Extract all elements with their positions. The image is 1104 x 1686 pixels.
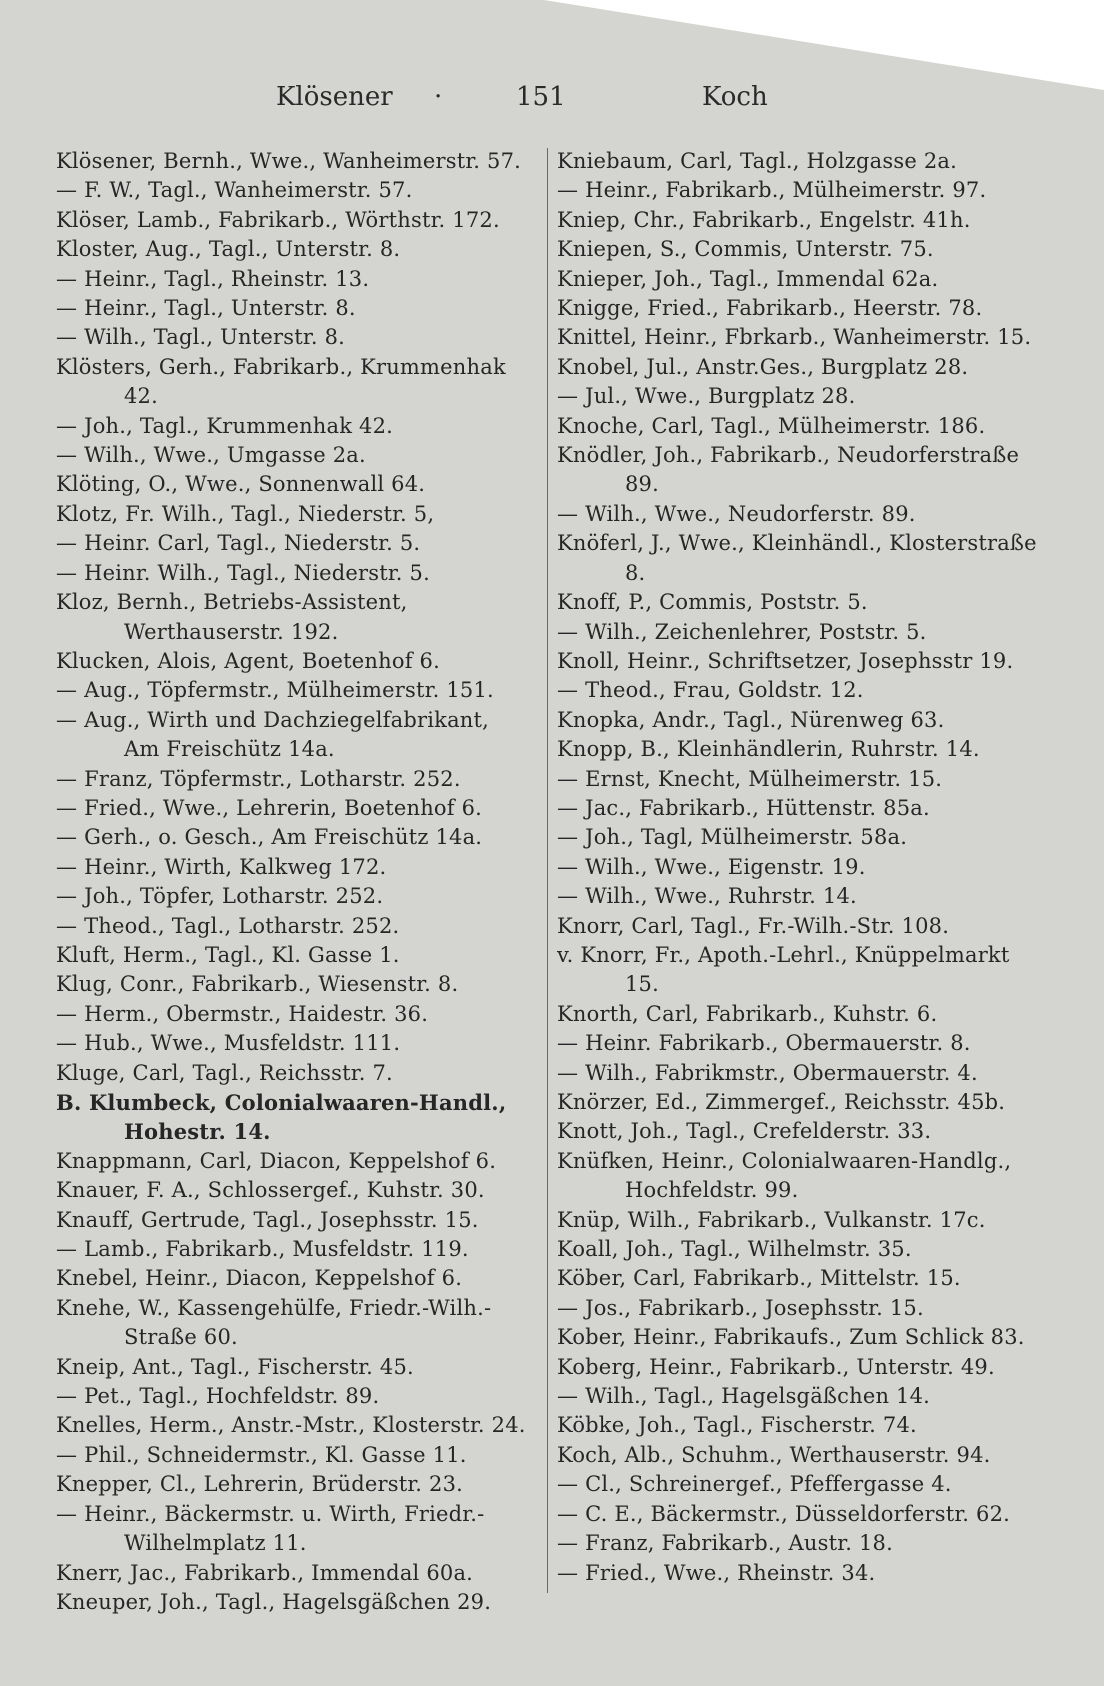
- directory-entry: — Joh., Tagl., Krummenhak 42.: [56, 413, 394, 438]
- header-first-name: Klösener: [276, 82, 393, 112]
- directory-entry: — Heinr., Fabrikarb., Mülheimerstr. 97.: [557, 178, 987, 203]
- directory-entry: Knüfken, Heinr., Colonialwaaren-Handlg., Hochfeldstr. 99.: [557, 1148, 1012, 1203]
- directory-entry: — C. E., Bäckermstr., Düsseldorferstr. 62.: [557, 1501, 1011, 1526]
- directory-entry: Knappmann, Carl, Diacon, Keppelshof 6.: [56, 1148, 497, 1173]
- column-divider: [547, 148, 548, 1593]
- directory-entry: Knoff, P., Commis, Poststr. 5.: [557, 590, 868, 615]
- directory-entry: — Franz, Fabrikarb., Austr. 18.: [557, 1531, 893, 1556]
- directory-entry: Knopka, Andr., Tagl., Nürenweg 63.: [557, 707, 945, 732]
- directory-entry: — Jos., Fabrikarb., Josephsstr. 15.: [557, 1295, 924, 1320]
- directory-entry: — Heinr. Fabrikarb., Obermauerstr. 8.: [557, 1031, 971, 1056]
- directory-entry: Knauer, F. A., Schlossergef., Kuhstr. 30.: [56, 1178, 485, 1203]
- directory-entry: Knüp, Wilh., Fabrikarb., Vulkanstr. 17c.: [557, 1207, 986, 1232]
- directory-entry: Knigge, Fried., Fabrikarb., Heerstr. 78.: [557, 296, 983, 321]
- directory-entry: Kluft, Herm., Tagl., Kl. Gasse 1.: [56, 942, 400, 967]
- directory-entry: v. Knorr, Fr., Apoth.-Lehrl., Knüppelmarkt 15.: [557, 942, 1010, 997]
- directory-entry: Kniep, Chr., Fabrikarb., Engelstr. 41h.: [557, 207, 971, 232]
- directory-entry: — Gerh., o. Gesch., Am Freischütz 14a.: [56, 825, 483, 850]
- directory-entry: Knoche, Carl, Tagl., Mülheimerstr. 186.: [557, 413, 986, 438]
- directory-entry: Klösener, Bernh., Wwe., Wanheimerstr. 57.: [56, 149, 522, 173]
- directory-entry: — Jul., Wwe., Burgplatz 28.: [557, 384, 856, 409]
- directory-entry: Kluge, Carl, Tagl., Reichsstr. 7.: [56, 1060, 393, 1085]
- directory-entry: — Cl., Schreinergef., Pfeffergasse 4.: [557, 1472, 952, 1497]
- directory-entry: — Phil., Schneidermstr., Kl. Gasse 11.: [56, 1442, 467, 1467]
- directory-entry: Köbke, Joh., Tagl., Fischerstr. 74.: [557, 1413, 917, 1438]
- directory-entry: — Joh., Töpfer, Lotharstr. 252.: [56, 884, 384, 909]
- directory-entry: — Wilh., Wwe., Ruhrstr. 14.: [557, 884, 857, 909]
- directory-entry: Knepper, Cl., Lehrerin, Brüderstr. 23.: [56, 1472, 464, 1497]
- directory-entry: — Pet., Tagl., Hochfeldstr. 89.: [56, 1384, 380, 1409]
- directory-entry: Knehe, W., Kassengehülfe, Friedr.-Wilh.-Straße 60.: [56, 1295, 492, 1350]
- directory-entry: — Herm., Obermstr., Haidestr. 36.: [56, 1001, 429, 1026]
- directory-entry: — Heinr., Tagl., Rheinstr. 13.: [56, 266, 370, 291]
- directory-entry: Koall, Joh., Tagl., Wilhelmstr. 35.: [557, 1237, 912, 1262]
- directory-entry: Kniebaum, Carl, Tagl., Holzgasse 2a.: [557, 149, 957, 173]
- directory-entry: Kneip, Ant., Tagl., Fischerstr. 45.: [56, 1354, 414, 1379]
- directory-entry: Koch, Alb., Schuhm., Werthauserstr. 94.: [557, 1442, 991, 1467]
- directory-entry: — Heinr. Carl, Tagl., Niederstr. 5.: [56, 531, 421, 556]
- directory-entry: — Theod., Tagl., Lotharstr. 252.: [56, 913, 400, 938]
- directory-entry: Kober, Heinr., Fabrikaufs., Zum Schlick 83.: [557, 1325, 1025, 1350]
- directory-entry: — Hub., Wwe., Musfeldstr. 111.: [56, 1031, 401, 1056]
- directory-entry: Knelles, Herm., Anstr.-Mstr., Klosterstr. 24.: [56, 1413, 526, 1438]
- directory-entry: Knittel, Heinr., Fbrkarb., Wanheimerstr. 15.: [557, 325, 1032, 350]
- directory-entry: Köber, Carl, Fabrikarb., Mittelstr. 15.: [557, 1266, 961, 1291]
- page-number: 151: [516, 82, 566, 112]
- directory-entry: — Wilh., Fabrikmstr., Obermauerstr. 4.: [557, 1060, 978, 1085]
- header-separator: ·: [434, 82, 443, 112]
- directory-entry: — F. W., Tagl., Wanheimerstr. 57.: [56, 178, 413, 203]
- directory-entry: — Ernst, Knecht, Mülheimerstr. 15.: [557, 766, 943, 791]
- directory-entry: — Jac., Fabrikarb., Hüttenstr. 85a.: [557, 795, 930, 820]
- directory-entry: — Fried., Wwe., Lehrerin, Boetenhof 6.: [56, 795, 483, 820]
- running-header: [0, 82, 1104, 122]
- directory-entry: — Fried., Wwe., Rheinstr. 34.: [557, 1560, 876, 1585]
- directory-entry: Kniepen, S., Commis, Unterstr. 75.: [557, 237, 934, 262]
- right-column: [557, 147, 1037, 1597]
- directory-entry: — Wilh., Tagl., Unterstr. 8.: [56, 325, 346, 350]
- directory-entry: Knauff, Gertrude, Tagl., Josephsstr. 15.: [56, 1207, 479, 1232]
- folded-corner: [544, 0, 1104, 90]
- directory-entry: Knopp, B., Kleinhändlerin, Ruhrstr. 14.: [557, 737, 980, 762]
- directory-entry: Knörzer, Ed., Zimmergef., Reichsstr. 45b.: [557, 1090, 1006, 1114]
- directory-entry: Klug, Conr., Fabrikarb., Wiesenstr. 8.: [56, 972, 459, 997]
- directory-entry: — Lamb., Fabrikarb., Musfeldstr. 119.: [56, 1237, 469, 1262]
- directory-entry: — Wilh., Wwe., Umgasse 2a.: [56, 443, 366, 468]
- directory-entry: Knöferl, J., Wwe., Kleinhändl., Klosterstraße 8.: [557, 531, 1037, 585]
- directory-entry: — Wilh., Zeichenlehrer, Poststr. 5.: [557, 619, 927, 644]
- directory-entry: Knieper, Joh., Tagl., Immendal 62a.: [557, 266, 939, 291]
- left-column: [56, 147, 526, 1614]
- directory-entry: Knerr, Jac., Fabrikarb., Immendal 60a.: [56, 1560, 474, 1585]
- directory-entry: — Wilh., Tagl., Hagelsgäßchen 14.: [557, 1384, 931, 1409]
- directory-entry: — Joh., Tagl, Mülheimerstr. 58a.: [557, 825, 908, 850]
- directory-entry: — Wilh., Wwe., Neudorferstr. 89.: [557, 501, 916, 526]
- directory-entry: Kloster, Aug., Tagl., Unterstr. 8.: [56, 237, 401, 262]
- directory-entry: B. Klumbeck, Colonialwaaren-Handl., Hohestr. 14.: [56, 1090, 507, 1145]
- directory-entry: — Franz, Töpfermstr., Lotharstr. 252.: [56, 766, 461, 791]
- directory-entry: Knebel, Heinr., Diacon, Keppelshof 6.: [56, 1266, 463, 1291]
- directory-entry: Klöser, Lamb., Fabrikarb., Wörthstr. 172.: [56, 207, 500, 232]
- directory-entry: — Wilh., Wwe., Eigenstr. 19.: [557, 854, 866, 879]
- directory-entry: Knorth, Carl, Fabrikarb., Kuhstr. 6.: [557, 1001, 938, 1026]
- directory-entry: — Heinr., Wirth, Kalkweg 172.: [56, 854, 387, 879]
- directory-entry: Knoll, Heinr., Schriftsetzer, Josephsstr 19.: [557, 648, 1014, 673]
- directory-entry: Kloz, Bernh., Betriebs-Assistent, Werthauserstr. 192.: [56, 590, 408, 644]
- directory-entry: — Theod., Frau, Goldstr. 12.: [557, 678, 864, 703]
- header-last-name: Koch: [702, 82, 768, 112]
- directory-entry: Klotz, Fr. Wilh., Tagl., Niederstr. 5,: [56, 501, 435, 526]
- directory-entry: Knott, Joh., Tagl., Crefelderstr. 33.: [557, 1119, 932, 1144]
- directory-entry: Knobel, Jul., Anstr.Ges., Burgplatz 28.: [557, 354, 969, 379]
- directory-entry: Knorr, Carl, Tagl., Fr.-Wilh.-Str. 108.: [557, 913, 950, 938]
- directory-entry: — Heinr., Bäckermstr. u. Wirth, Friedr.-Wilhelmplatz 11.: [56, 1501, 485, 1556]
- directory-entry: — Heinr. Wilh., Tagl., Niederstr. 5.: [56, 560, 430, 585]
- directory-entry: Klösters, Gerh., Fabrikarb., Krummenhak 42.: [56, 354, 506, 409]
- directory-entry: — Aug., Töpfermstr., Mülheimerstr. 151.: [56, 678, 494, 703]
- directory-entry: — Aug., Wirth und Dachziegelfabrikant, Am Freischütz 14a.: [56, 707, 490, 762]
- directory-entry: Koberg, Heinr., Fabrikarb., Unterstr. 49.: [557, 1354, 995, 1379]
- directory-entry: Kneuper, Joh., Tagl., Hagelsgäßchen 29.: [56, 1589, 492, 1614]
- directory-entry: Knödler, Joh., Fabrikarb., Neudorferstraße 89.: [557, 443, 1020, 497]
- directory-entry: Klöting, O., Wwe., Sonnenwall 64.: [56, 472, 426, 497]
- directory-entry: — Heinr., Tagl., Unterstr. 8.: [56, 296, 356, 321]
- directory-entry: Klucken, Alois, Agent, Boetenhof 6.: [56, 648, 440, 673]
